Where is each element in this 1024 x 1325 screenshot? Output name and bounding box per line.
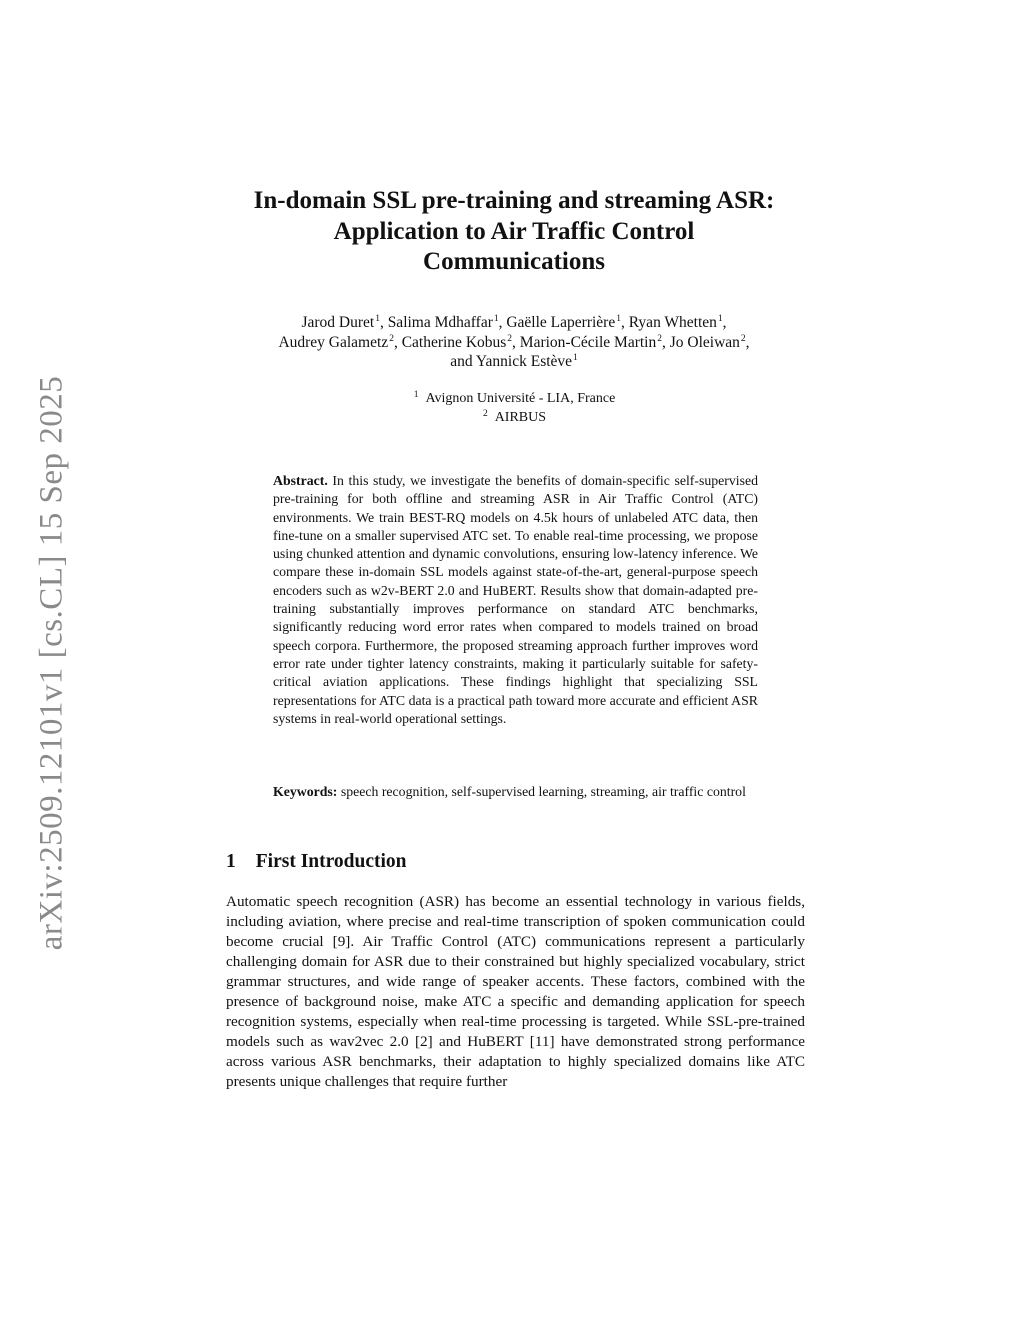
author-name: Jo Oleiwan <box>669 333 740 351</box>
affiliation-mark: 1 <box>573 353 578 363</box>
affiliation <box>214 389 814 408</box>
author-name: Salima Mdhaffar <box>387 314 493 331</box>
title-line: Communications <box>423 248 605 275</box>
affiliation-mark: 1 <box>717 314 723 324</box>
section-title: First Introduction <box>255 851 407 872</box>
title-line: In-domain SSL pre-training and streaming ASR: <box>253 187 775 214</box>
affiliation-name: AIRBUS <box>494 410 547 425</box>
authors-connector: and <box>450 353 473 370</box>
affiliation-name: Avignon Université - LIA, France <box>425 391 616 406</box>
abstract <box>273 472 758 728</box>
affiliation-mark: 1 <box>375 314 380 324</box>
author-name: Gaëlle Laperrière <box>506 314 616 331</box>
abstract-label: Abstract. <box>273 473 328 488</box>
affiliation-mark: 2 <box>657 333 662 344</box>
affiliation-mark: 2 <box>389 333 394 344</box>
affiliation-mark: 2 <box>507 333 513 344</box>
section-heading <box>226 851 407 873</box>
keywords <box>273 783 758 801</box>
author-name: Ryan Whetten <box>628 314 717 331</box>
arxiv-identifier: arXiv:2509.12101v1 [cs.CL] 15 Sep 2025 <box>33 375 70 951</box>
author-name: Jarod Duret <box>301 314 375 331</box>
author-line <box>214 352 814 372</box>
affiliation-mark: 2 <box>740 333 746 344</box>
author-line: Audrey Galametz$^2$, Catherine Kobus$^2$, Marion-Cécile Martin$^2$, Jo Oleiwan$^2$, <box>278 333 750 351</box>
title-line: Application to Air Traffic Control <box>333 217 695 245</box>
affiliation-mark: 2 <box>482 409 488 419</box>
affiliation-list <box>214 389 814 427</box>
body-paragraph: Automatic speech recognition (ASR) has become an essential technology in various fields, including aviation, where precise and real-time transcription of spoken communication could become crucial [9]. Air Traffic Control (ATC) communications represent a particularly challenging domain for ASR due to their constrained but highly specialized vocabulary, strict grammar structures, and wide range of speaker accents. These factors, combined with the presence of background noise, make ATC a specific and demanding application for speech recognition systems, especially when real-time processing is targeted. While SSL-pre-trained models such as wav2vec 2.0 [2] and HuBERT [11] have demonstrated strong performance across various ASR benchmarks, their adaptation to highly specialized domains like ATC presents unique challenges that require further <box>226 893 805 1090</box>
section-number: 1 <box>226 851 236 872</box>
author-name: Marion-Cécile Martin <box>519 333 657 351</box>
author-name: Catherine Kobus <box>401 333 507 351</box>
author-name: Yannick Estève <box>475 353 573 370</box>
affiliation-mark: 1 <box>616 314 621 324</box>
keywords-text: speech recognition, self-supervised learning, streaming, air traffic control <box>340 784 746 799</box>
author-name: Audrey Galametz <box>278 333 389 351</box>
affiliation-mark: 1 <box>413 390 419 400</box>
keywords-label: Keywords: <box>273 784 338 799</box>
affiliation <box>214 408 814 427</box>
affiliation-mark: 1 <box>493 314 499 324</box>
abstract-text: In this study, we investigate the benefits of domain-specific self-supervised pre-training for both offline and streaming ASR in Air Traffic Control (ATC) environments. We train BEST-RQ models on 4.5k hours of unlabeled ATC data, then fine-tune on a smaller supervised ATC set. To enable real-time processing, we propose using chunked attention and dynamic convolutions, ensuring low-latency inference. We compare these in-domain SSL models against state-of-the-art, general-purpose speech encoders such as w2v-BERT 2.0 and HuBERT. Results show that domain-adapted pre-training substantially improves performance on standard ATC benchmarks, significantly reducing word error rates when compared to models trained on broad speech corpora. Furthermore, the proposed streaming approach further improves word error rate under tighter latency constraints, making it particularly suitable for safety-critical aviation applications. These findings highlight that specializing SSL representations for ATC data is a practical path toward more accurate and efficient ASR systems in real-world operational settings. <box>273 473 758 726</box>
author-line: Jarod Duret$^1$, Salima Mdhaffar$^1$, Gaëlle Laperrière$^1$, Ryan Whetten$^1$, <box>301 314 727 331</box>
paper-title <box>214 186 814 278</box>
author-list <box>214 313 814 372</box>
